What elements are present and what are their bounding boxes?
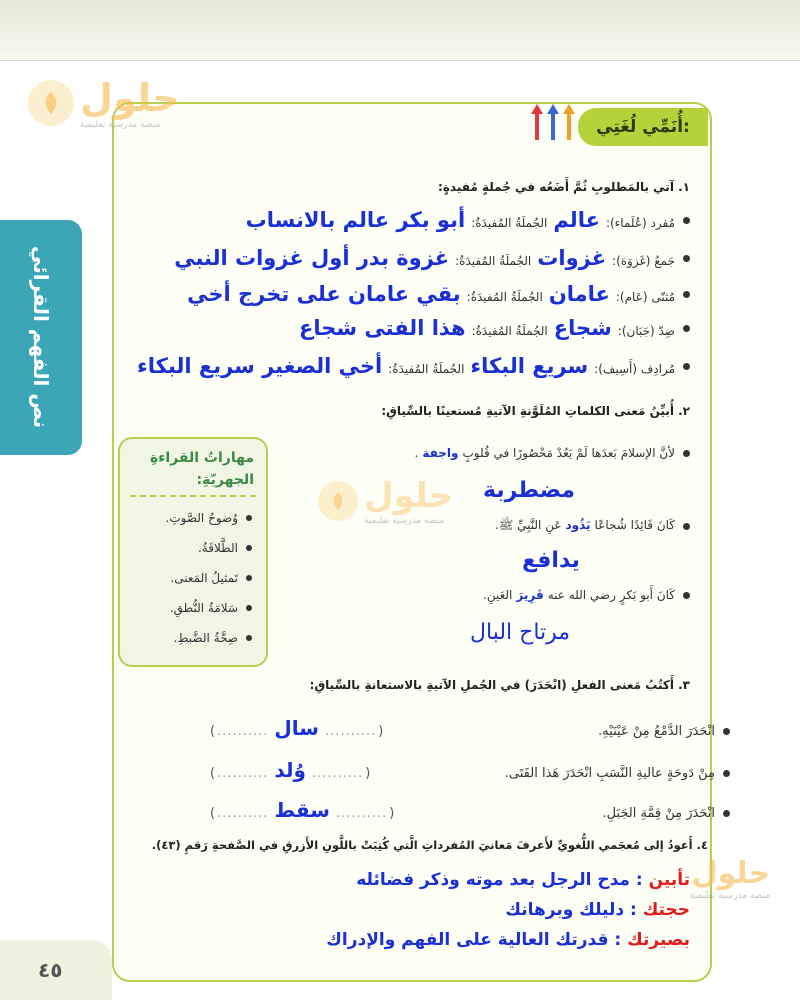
bullet-icon (246, 635, 252, 641)
bullet-icon (683, 363, 690, 370)
q2-item (290, 446, 690, 460)
logo-name: حلول (80, 76, 180, 120)
section-arrows-icon (530, 102, 576, 142)
top-decoration-band (0, 0, 800, 61)
skill-item (120, 623, 252, 653)
q2-item-before: لأنَّ الإسلامَ بَعدَها لَمْ يَعُدْ مَحْصُورًا في قُلوبٍ (462, 446, 675, 460)
q4-separator: : (614, 930, 622, 950)
q1-item-sentence: هذا الفتى شجاع (299, 316, 466, 340)
q1-item-sentence: بقي عامان على تخرج أخي (187, 282, 461, 306)
watermark-logo-bottom (690, 856, 770, 901)
q3-item-sentence: انْحَدَرَ الدَّمْعُ مِنْ عَيْنَيْهِ. (598, 724, 715, 739)
section-title: أُنَمِّي لُغَتِي: (578, 108, 708, 146)
skill-item (120, 593, 252, 623)
q3-item-sentence: انْحَدَرَ مِنْ قِمَّةِ الجَبَلِ. (602, 806, 715, 821)
q2-item-after: عَنِ النَّبِيِّ ﷺ. (495, 518, 562, 532)
q2-item-word: قَرِيرَ (516, 588, 544, 602)
q4-item (505, 900, 690, 920)
q2-item-after: العَينِ. (483, 588, 513, 602)
q4-item (356, 870, 690, 890)
q3-item (210, 758, 730, 782)
q1-item (90, 246, 690, 270)
q1-item (90, 208, 690, 232)
q2-answer: مضطربة (483, 478, 576, 503)
q4-item (326, 930, 690, 950)
q4-separator: : (635, 870, 643, 890)
arrow-orange-icon (562, 102, 576, 142)
q4-separator: : (629, 900, 637, 920)
bullet-icon (683, 450, 690, 457)
dashed-divider (130, 495, 256, 497)
q1-item-answer: عالم (553, 208, 600, 232)
skill-label: سَلامَةُ النُّطقِ. (169, 601, 238, 615)
bullet-icon (246, 575, 252, 581)
bullet-icon (683, 255, 690, 262)
q1-item-label: مُفرد (عُلَماء): (605, 216, 675, 230)
q4-word: حجتك (642, 900, 690, 920)
q2-item-word: واجفة (422, 446, 459, 460)
q2-item-word: يَذُود (565, 518, 591, 532)
q1-item-label: ضِدّ (جَبَان): (617, 324, 675, 338)
skill-item (120, 503, 252, 533)
logo-tagline: منصة مدرسية تعليمية (690, 891, 771, 901)
logo-tagline: منصة مدرسية تعليمية (364, 516, 445, 526)
skill-label: صِحَّةُ الضَّبطِ. (173, 631, 238, 645)
bullet-icon (683, 325, 690, 332)
bullet-icon (683, 217, 690, 224)
bullet-icon (246, 545, 252, 551)
q4-word: بصيرتك (627, 930, 690, 950)
q2-item-after: . (414, 446, 419, 460)
bullet-icon (683, 523, 690, 530)
q2-answer: يدافع (522, 548, 580, 573)
q3-item-sentence: مِنْ دَوحَةٍ عاليةِ النَّسَبِ انْحَدَرَ هَذا الفَتَى. (504, 766, 715, 781)
q4-prompt: ٤. أَعودُ إلى مُعجَمي اللُّغويِّ لأَعرفَ مَعانيَ المُفرداتِ الَّتي كُتِبَتْ باللَّونِ الأَزرقِ في الصَّفحةِ رَقمِ (٤٣). (151, 838, 708, 852)
bullet-icon (246, 515, 252, 521)
q1-prompt: ١. آتي بالمَطلوبِ ثُمَّ أَضَعُه في جُملةٍ مُفيدةٍ: (438, 180, 690, 194)
chapter-side-tab-label: نص الفهم القرائي (29, 246, 53, 429)
q1-item-label: مُرادِف (أَسِيف): (594, 362, 675, 376)
q3-item (210, 716, 730, 740)
bullet-icon (246, 605, 252, 611)
skill-item (120, 563, 252, 593)
logo-tagline: منصة مدرسية تعليمية (80, 120, 161, 130)
logo-name: حلول (364, 476, 454, 516)
q3-answer: سقط (274, 798, 330, 822)
reading-skills-box (118, 437, 268, 667)
q1-item (90, 316, 690, 340)
bullet-icon (683, 291, 690, 298)
q4-definition: دليلك وبرهانك (505, 900, 625, 920)
q1-item-sentence: أخي الصغير سريع البكاء (137, 354, 383, 378)
q2-item (290, 518, 690, 535)
q2-answer: مرتاح البال (470, 620, 571, 645)
q1-item (90, 354, 690, 378)
q1-item-sentence: غزوة بدر أول غزوات النبي (174, 246, 450, 270)
logo-name: حلول (691, 856, 771, 891)
bullet-icon (723, 810, 730, 817)
q4-word: تأبين (648, 870, 690, 890)
q1-item-label: جَمعُ (غَزوَة): (612, 254, 675, 268)
q1-item-answer: سريع البكاء (470, 354, 589, 378)
q3-answer: سال (274, 716, 319, 740)
skill-item (120, 533, 252, 563)
q1-item-sentence-label: الجُملَةُ المُفيدَةُ: (455, 254, 532, 268)
q1-item-sentence-label: الجُملَةُ المُفيدَةُ: (388, 362, 465, 376)
q1-item-sentence-label: الجُملَةُ المُفيدَةُ: (471, 216, 548, 230)
q3-prompt: ٣. أَكتُبُ مَعنى الفعلِ (انْحَدَرَ) في الجُملِ الآتيةِ بالاستعانةِ بالسِّياقِ: (309, 678, 690, 692)
watermark-logo-top (28, 76, 180, 130)
q3-answer-field: ( .......... سال .......... ) (210, 716, 384, 740)
q2-item (290, 588, 690, 602)
page-number: ٤٥ (38, 958, 63, 982)
arrow-red-icon (530, 102, 544, 142)
q2-item-before: كَانَ أَبو بَكرٍ رضي الله عنه (547, 588, 675, 602)
q3-answer-field: ( .......... وُلد .......... ) (210, 758, 371, 782)
bullet-icon (723, 728, 730, 735)
arrow-blue-icon (546, 102, 560, 142)
q2-item-before: كَانَ قَائِدًا شُجاعًا (594, 518, 675, 532)
bullet-icon (723, 770, 730, 777)
logo-emblem-icon (318, 481, 358, 521)
skill-label: تَمثيلُ المَعنى. (170, 571, 238, 585)
q1-item (90, 282, 690, 306)
reading-skills-title: مهاراتُ القراءةِ الجهريّةِ: (149, 450, 254, 488)
q4-definition: مدح الرجل بعد موته وذكر فضائله (356, 870, 630, 890)
q1-item-answer: عامان (548, 282, 610, 306)
logo-emblem-icon (28, 80, 74, 126)
q1-item-sentence-label: الجُملَةُ المُفيدَةُ: (466, 290, 543, 304)
q1-item-sentence-label: الجُملَةُ المُفيدَةُ: (471, 324, 548, 338)
q4-definition: قدرتك العالية على الفهم والإدراك (326, 930, 609, 950)
skill-label: وُضوحُ الصَّوتِ. (165, 511, 238, 525)
bullet-icon (683, 592, 690, 599)
q1-item-answer: شجاع (553, 316, 612, 340)
q3-answer: وُلد (274, 758, 306, 782)
q3-item (210, 798, 730, 822)
q1-item-sentence: أبو بكر عالم بالانساب (245, 208, 466, 232)
skill-label: الطَّلاقَةُ. (198, 541, 238, 555)
q3-answer-field: ( .......... سقط .......... ) (210, 798, 395, 822)
q1-item-answer: غزوات (537, 246, 607, 270)
q1-item-label: مُثنّى (عَام): (615, 290, 675, 304)
chapter-side-tab (0, 220, 82, 455)
q2-prompt: ٢. أُبيِّنُ مَعنى الكلماتِ المُلَوَّنةِ الآتيةِ مُستعينًا بالسِّياقِ: (381, 404, 690, 418)
